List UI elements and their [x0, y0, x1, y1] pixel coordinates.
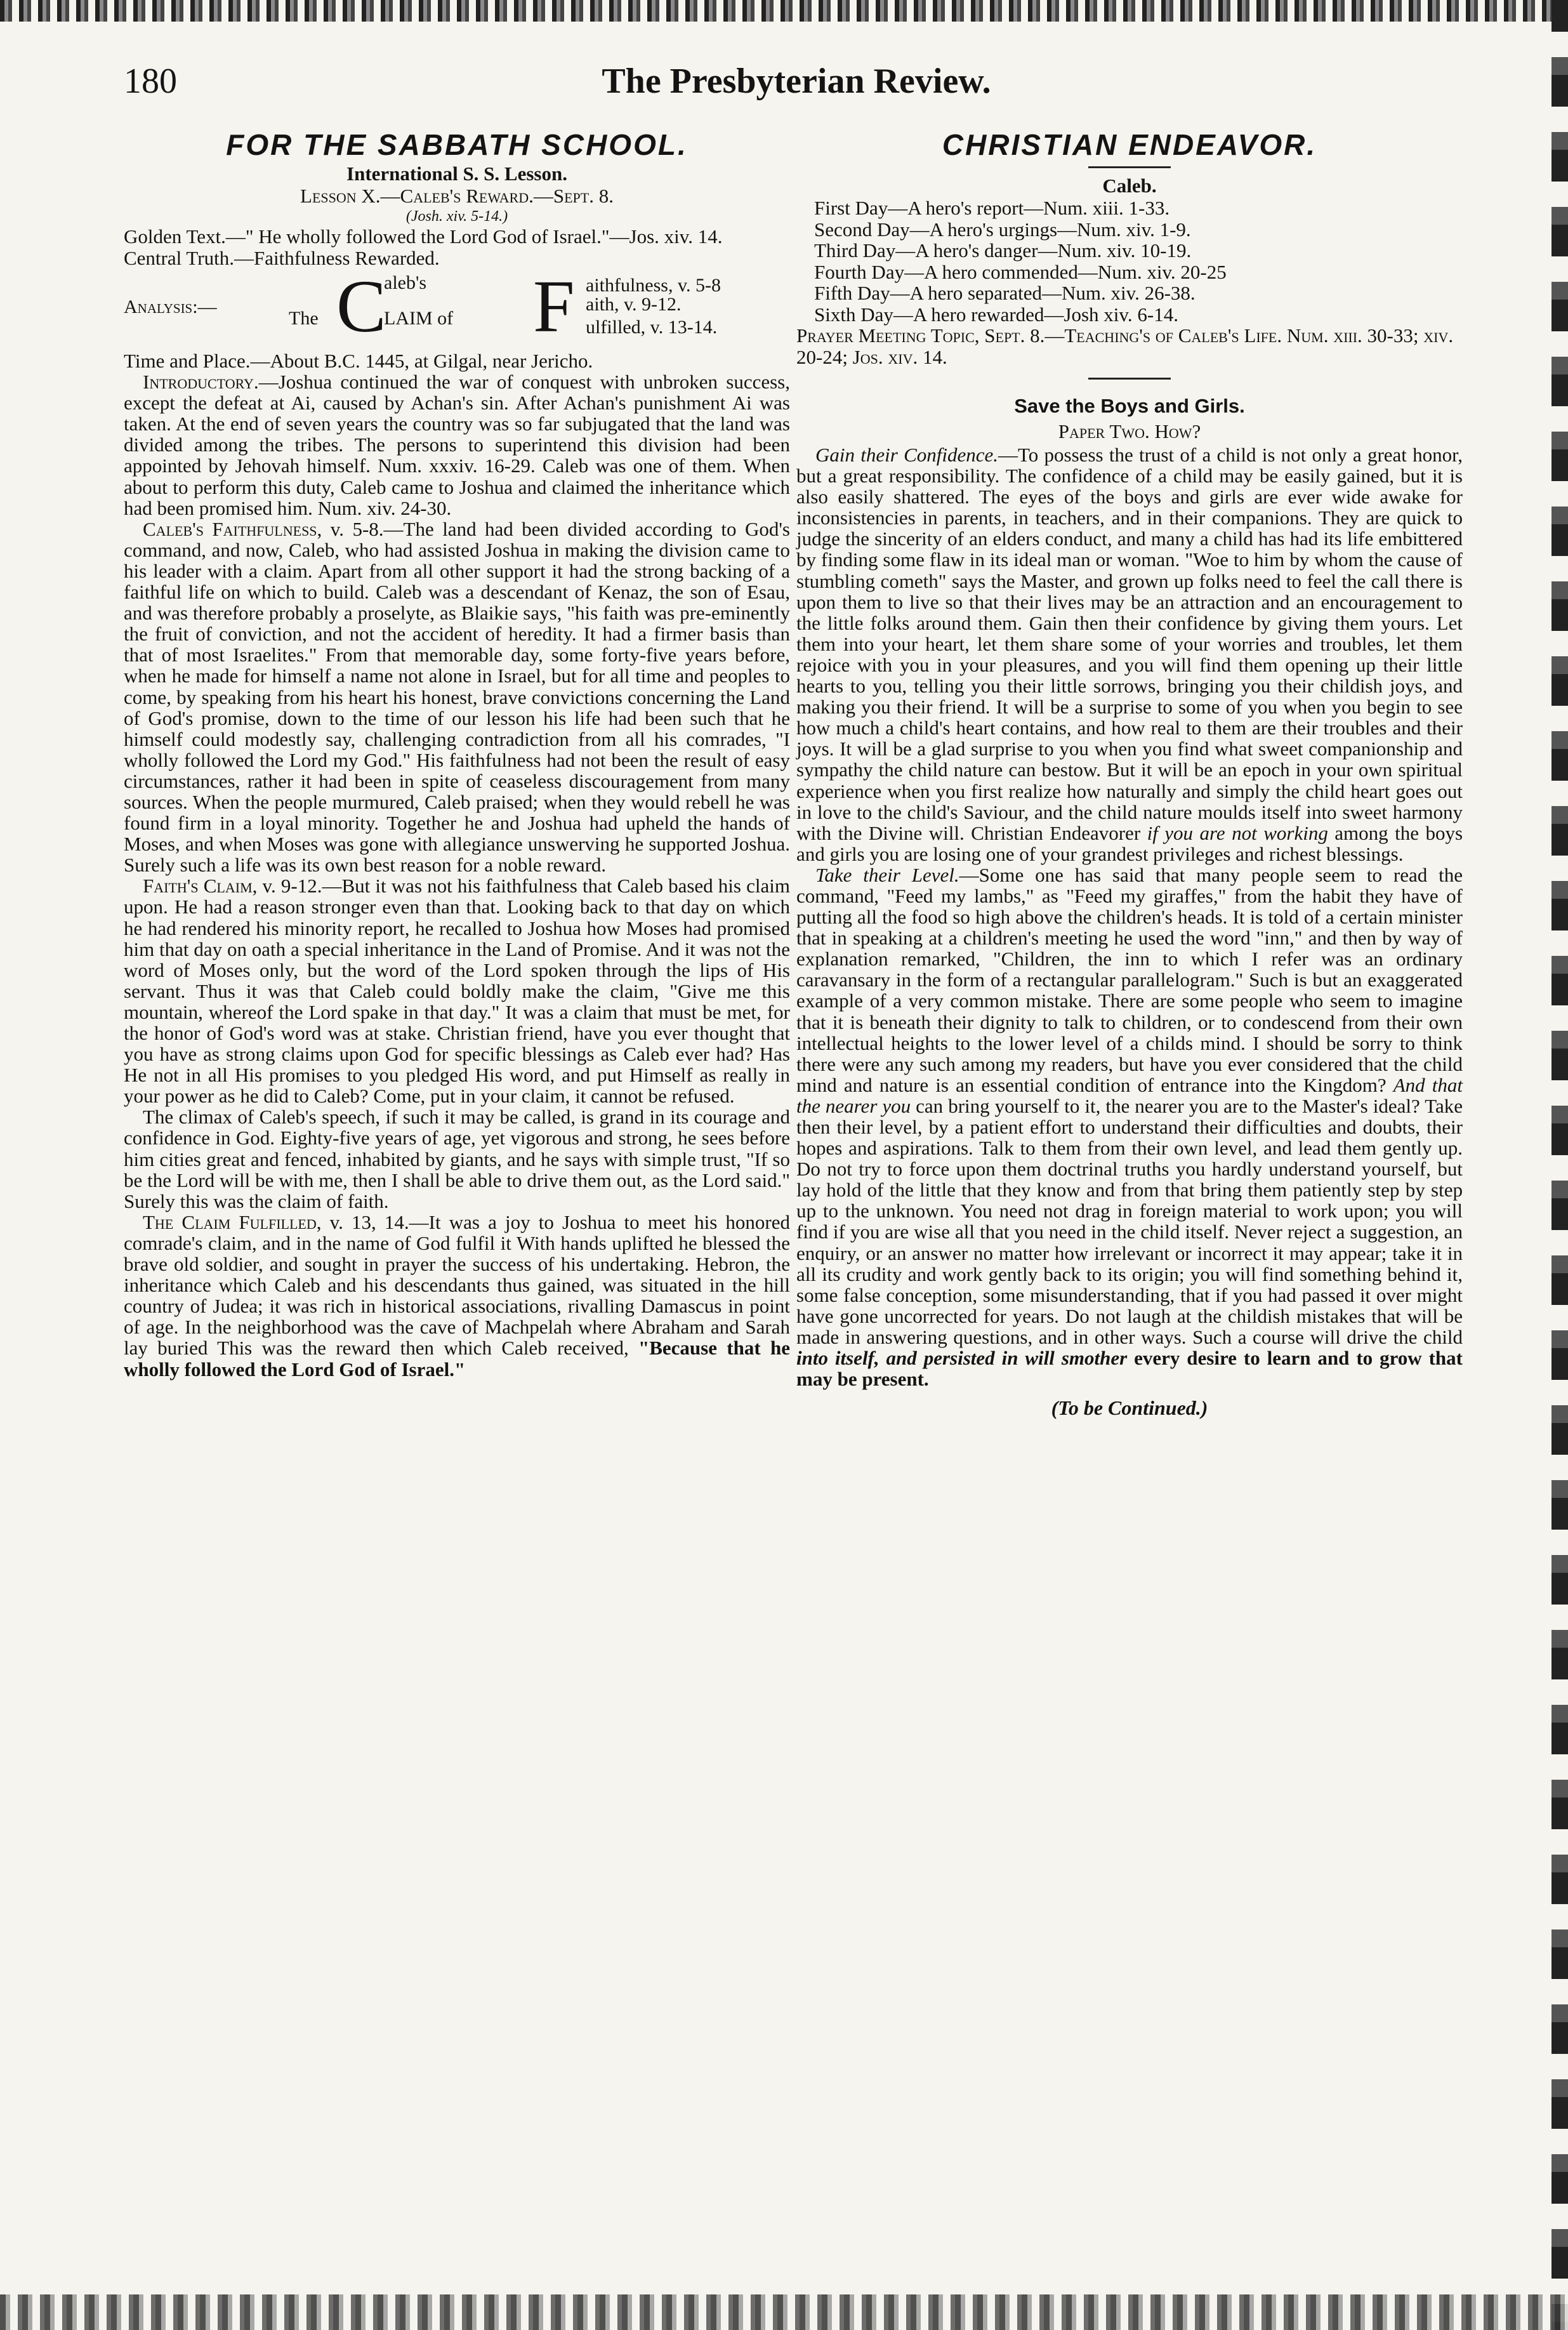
paragraph-climax: The climax of Caleb's speech, if such it may be called, is grand in its courage and confidence in God. Eighty-five years of age, yet vigorous and strong, he sees before him cities great and fenced, inhabited by giants, and he says with simple trust, "If so be the Lord will be with me, then I shall be able to drive them out, as the Lord said." Surely this was the claim of faith. — [124, 1106, 790, 1212]
page-number: 180 — [124, 62, 177, 101]
analysis-fulfilled: ulfilled, v. 13-14. — [586, 317, 718, 338]
daily-reading-item: Fifth Day—A hero separated—Num. xiv. 26-38. — [814, 282, 1196, 304]
paragraph-emphasis-2: into itself, and persisted in will smother — [796, 1347, 1128, 1370]
section-title: Save the Boys and Girls. — [1014, 395, 1245, 417]
paper-subtitle: Paper Two. How? — [1058, 420, 1201, 442]
paragraph-text-end: every desire to learn and to grow that may be present. — [796, 1347, 1463, 1391]
analysis-initial-c: C — [336, 265, 386, 348]
christian-endeavor-heading: CHRISTIAN ENDEAVOR. — [942, 128, 1317, 161]
lesson-reference: (Josh. xiv. 5-14.) — [405, 208, 508, 225]
heading-rule — [1088, 166, 1171, 168]
scan-edge-right — [1552, 0, 1568, 2330]
paragraph-text: —Joshua continued the war of conquest with unbroken success, except the defeat at Ai, caused by Achan's sin. After Achan's punishment Ai was taken. At the end of seven years the country was so far subjugated that the land was divided among the tribes. The persons to superintend this division had been appointed by Jehovah himself. Num. xxxiv. 16-29. Caleb was one of them. When about to perform this duty, Caleb came to Joshua and claimed the inheritance which had been promised him. Num. xiv. 24-30. — [124, 371, 790, 519]
paragraph-take-level — [796, 864, 1463, 1389]
lesson-title: Lesson X.—Caleb's Reward.—Sept. 8. — [300, 185, 614, 207]
daily-reading-item: First Day—A hero's report—Num. xiii. 1-33. — [814, 197, 1170, 219]
sabbath-school-heading: FOR THE SABBATH SCHOOL. — [226, 128, 688, 161]
paragraph-gain-confidence — [796, 444, 1463, 864]
daily-reading-item: Third Day—A hero's danger—Num. xiv. 10-19. — [814, 239, 1192, 261]
paragraph-emphasis: if you are not working — [1147, 821, 1328, 844]
prayer-meeting-topic: Prayer Meeting Topic, Sept. 8.—Teaching's of Caleb's Life. Num. xiii. 30-33; xiv. 20-24; Jos. xiv. 14. — [796, 324, 1454, 368]
paragraph-text: v. 9-12.—But it was not his faithfulness that Caleb based his claim upon. He had a reason stronger even than that. Looking back to that day on which he had rendered his minority report, he recalled to Joshua how Moses had promised him that day on oath a special inheritance in the Land of Promise. And it was not the word of Moses only, but the word of the Lord spoken through the lips of His servant. Thus it was that Caleb could boldly make the claim, "Give me this mountain, whereof the Lord spake in that day." It was a claim that must be met, for the honor of God's word was at stake. Christian friend, have you ever thought that you have as strong claims upon God for specific blessings as Caleb ever had? Has He not in all His promises to you pledged His word, and put Himself as really in your power as he did to Caleb? Come, put in your claim, it cannot be refused. — [124, 875, 790, 1108]
paragraph-text: v. 5-8.—The land had been divided according to God's command, and now, Caleb, who had assisted Joshua in making the division came to his leader with a claim. Apart from all other support it had the strong backing of a faithful life on which to build. Caleb was a descendant of Kenaz, the son of Esau, and was therefore probably a proselyte, as Blaikie says, "his faith was pre-eminently the fruit of conviction, and not the accident of heredity. It had a firmer basis than that of most Israelites." From that memorable day, some forty-five years before, when he made for himself a name not alone in Israel, but for all time and peoples to come, by speaking from his heart his honest, brave convictions concerning the Land of God's promise, down to the time of our lesson his life had been such that he himself could modestly say, challenging contradiction from all his comrades, "I wholly followed the Lord my God." His faithfulness had not been the result of easy circumstances, rather it had been in spite of ceaseless discouragement from many sources. When the people murmured, Caleb praised; when they would rebell he was found firm in a loyal minority. Together he and Joshua had upheld the hands of Moses, and when Moses was gone with allegiance unswerving he supported Joshua. Surely such a life was its own best reason for a noble reward. — [124, 517, 790, 877]
analysis-claim-of: LAIM of — [384, 308, 454, 329]
central-truth: Central Truth.—Faithfulness Rewarded. — [124, 247, 440, 269]
paragraph-claim-fulfilled — [124, 1212, 790, 1380]
daily-reading-item: Second Day—A hero's urgings—Num. xiv. 1-9. — [814, 218, 1191, 241]
paragraph-text: v. 13, 14.—It was a joy to Joshua to meet his honored comrade's claim, and in the name of God fulfil it With hands uplifted he blessed the brave old soldier, and sought in prayer the success of his undertaking. Hebron, the inheritance which Caleb and his descendants thus gained, was situated in the hill country of Judea; it was rich in historical associations, rivalling Damascus in point of age. In the neighborhood was the cave of Machpelah where Abraham and Sarah lay buried This was the reward then which Caleb received, — [124, 1210, 791, 1360]
daily-readings — [796, 197, 1463, 325]
scan-edge-top — [0, 0, 1568, 22]
paragraph-introductory — [124, 371, 790, 519]
golden-text: Golden Text.—" He wholly followed the Lord God of Israel."—Jos. xiv. 14. — [124, 225, 723, 248]
paragraph-calebs-faithfulness — [124, 519, 790, 876]
to-be-continued: (To be Continued.) — [1051, 1396, 1208, 1420]
lesson-analysis — [124, 265, 790, 350]
topic-title: Caleb. — [1102, 175, 1157, 197]
paragraph-lead: Faith's Claim, — [143, 875, 258, 897]
paragraph-faiths-claim — [124, 875, 790, 1106]
paragraph-lead: Introductory. — [143, 371, 259, 394]
time-and-place: Time and Place.—About B.C. 1445, at Gilgal, near Jericho. — [124, 350, 593, 372]
paragraph-text: —Some one has said that many people seem to read the command, "Feed my lambs," as "Feed my giraffes," from the habit they have of putting all the food so high above the children's heads. It is told of a certain minister that in speaking at a children's meeting he used the word "inn," and then by way of explanation remarked, "Children, the inn to which I refer was an ordinary caravansary in the form of a rectangular parallelogram." Such is but an exaggerated example of a very common mistake. There are some people who seem to imagine that it is beneath their dignity to talk to children, or to condescend from their own intellectual heights to the lower level of a childs mind. I should be sorry to think there were any such among my readers, but have you ever considered that the child mind and nature is an essential condition of entrance into the Kingdom? — [796, 863, 1463, 1096]
paragraph-lead: Take their Level. — [815, 863, 959, 886]
paragraph-closing-quote: "Because that he wholly followed the Lord God of Israel." — [124, 1337, 791, 1380]
paragraph-text-end: among the boys and girls you are losing one of your grandest privileges and richest blessings. — [796, 821, 1463, 865]
scan-edge-bottom — [0, 2294, 1568, 2330]
analysis-the: The — [289, 308, 319, 329]
paragraph-emphasis: And that the nearer you — [796, 1073, 1463, 1117]
analysis-label: Analysis:— — [124, 296, 217, 317]
analysis-initial-f: F — [533, 265, 575, 348]
section-rule — [1088, 378, 1171, 380]
paragraph-lead: Caleb's Faithfulness, — [143, 517, 322, 540]
page-header — [124, 61, 1520, 112]
christian-endeavor-column — [796, 127, 1463, 1420]
paragraph-lead: Gain their Confidence. — [815, 444, 999, 466]
daily-reading-item: Sixth Day—A hero rewarded—Josh xiv. 6-14. — [814, 303, 1178, 326]
analysis-faith: aith, v. 9-12. — [586, 294, 682, 315]
analysis-calebs: aleb's — [384, 272, 427, 293]
daily-reading-item: Fourth Day—A hero commended—Num. xiv. 20-25 — [814, 260, 1227, 283]
analysis-faithfulness: aithfulness, v. 5-8 — [586, 275, 721, 296]
sabbath-school-column — [124, 127, 790, 1380]
paragraph-text: —To possess the trust of a child is not only a great honor, but a great responsibility. The confidence of a child may be easily gained, but it is also easily shattered. The eyes of the boys and girls are ever wide awake for inconsistencies in parents, in teachers, and in their companions. They are quick to judge the sincerity of an elders conduct, and many a child has had its life embittered by finding some flaw in its ideal man or woman. "Woe to him by whom the cause of stumbling cometh" says the Master, and grown up folks need to feel the call there is upon them to live so that their lives may be an attraction and an encouragement to the little folks around them. Gain then their confidence by giving them yours. Let them into your heart, let them share some of your worries and troubles, let them rejoice with you in your pleasures, and you will find them opening up their little hearts to you, telling you their little sorrows, bringing you their childish joys, and making you their friend. It will be a surprise to some of you when you begin to see how much a child's heart contains, and how real to them are their troubles and their joys. It will be a glad surprise to you when you find what sweet companionship and sympathy the child nature can bestow. But it will be an epoch in your own spiritual experience when you first realize how naturally and simply the child heart goes out in love to the child's Saviour, and the child nature moulds itself into sweet harmony with the Divine will. Christian Endeavorer — [796, 444, 1463, 844]
journal-title: The Presbyterian Review. — [602, 62, 991, 101]
paragraph-lead: The Claim Fulfilled, — [143, 1210, 322, 1233]
paragraph-text-mid: can bring yourself to it, the nearer you are to the Master's ideal? Take then their level, by a patient effort to understand their difficulties and doubts, their hopes and aspirations. Talk to them from their own level, and lead them gently up. Do not try to force upon them doctrinal truths you hardly understand yourself, but lay hold of the little that they know and from that bring them patiently step by step up to the unknown. You need not drag in foreign material to work upon; you will find if you are wise all that you need in the child itself. Never reject a suggestion, an enquiry, or an answer no matter how irrelevant or incorrect it may appear; take it in all its crudity and work gently back to its origin; you will find something behind it, some false conception, some misunderstanding, that if you had passed it over might have gone uncorrected for years. Do not laugh at the childish mistakes that will be made in answering questions, and in other ways. Such a course will drive the child — [796, 1094, 1463, 1348]
lesson-series: International S. S. Lesson. — [346, 162, 567, 185]
